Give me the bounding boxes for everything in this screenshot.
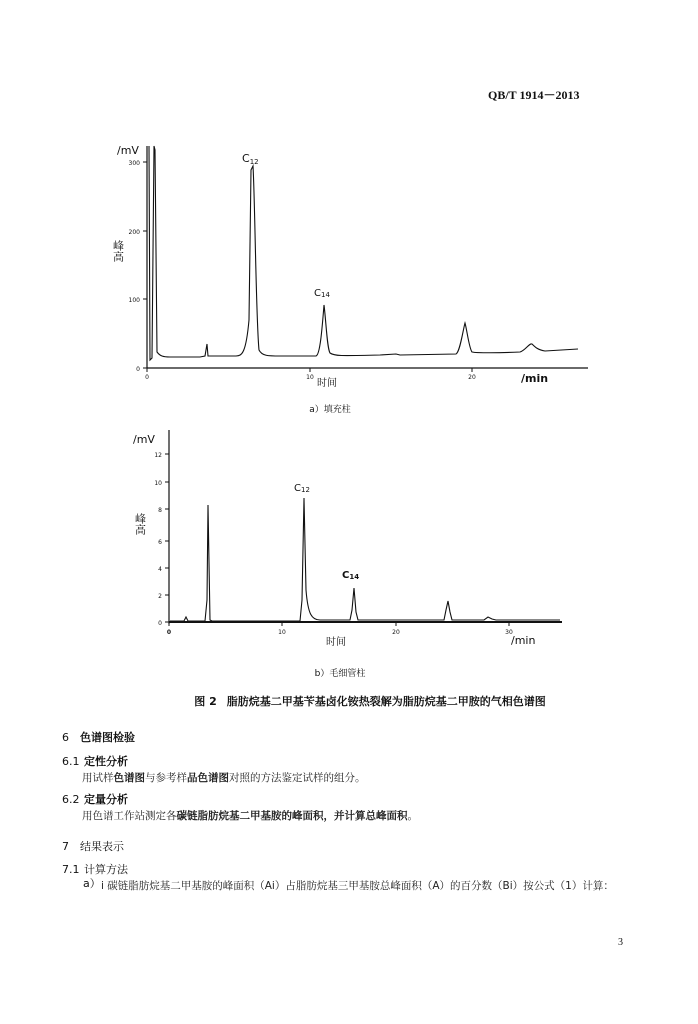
figure-caption-number: 图 2	[194, 695, 217, 708]
section-6-1-text: 用试样色谱图与参考样品色谱图对照的方法鉴定试样的组分。	[82, 772, 366, 784]
x-tick-label-b-3: 30	[505, 629, 513, 636]
x-tick-label-a-1: 10	[306, 374, 314, 381]
y-tick-label-a-0: 0	[136, 366, 140, 373]
y-tick-label-b-1: 2	[158, 593, 162, 600]
section-7-1-heading: 7.1 计算方法	[62, 863, 128, 876]
y-tick-label-b-3: 6	[158, 539, 162, 546]
peak-label-a-c14: C14	[314, 288, 330, 299]
y-tick-label-a-1: 100	[128, 297, 140, 304]
x-tick-label-a-0: 0	[145, 374, 149, 381]
document-code: QB/T 1914－2013	[488, 88, 580, 102]
figure-caption	[140, 693, 600, 709]
y-tick-label-b-5: 10	[154, 480, 162, 487]
section-7-title: 结果表示	[80, 840, 124, 853]
x-tick-label-b-2: 20	[392, 629, 400, 636]
figure-sublabel-a: a）填充柱	[309, 405, 351, 415]
section-6-1-title: 定性分析	[84, 755, 128, 768]
y-tick-label-b-2: 4	[158, 566, 162, 573]
x-tick-label-b-0: 0	[166, 629, 172, 636]
x-unit-a: /min	[521, 372, 549, 385]
peak-label-b-c14: C14	[342, 570, 360, 581]
x-label-a: 时间	[317, 378, 337, 389]
trace-b	[170, 498, 560, 621]
section-7-1-title: 计算方法	[84, 863, 128, 876]
y-tick-label-a-3: 300	[128, 160, 140, 167]
section-6-2-text: 用色谱工作站测定各碳链脂肪烷基二甲基胺的峰面积，并计算总峰面积。	[82, 810, 418, 822]
list-item-text-a: i 碳链脂肪烷基二甲基胺的峰面积（Ai）占脂肪烷基三甲基胺总峰面积（A）的百分数（Bi）按公式（1）计算：	[101, 880, 614, 892]
section-6-title: 色谱图检验	[80, 731, 135, 744]
y-tick-label-b-6: 12	[154, 452, 162, 459]
axes-b	[165, 430, 562, 626]
y-tick-label-b-4: 8	[158, 507, 162, 514]
peak-label-b-c12: C12	[294, 483, 310, 494]
y-label-a: 峰高	[111, 240, 125, 262]
y-unit-a: /mV	[117, 144, 139, 157]
x-unit-b: /min	[511, 634, 536, 647]
y-tick-label-a-2: 200	[128, 229, 140, 236]
list-item-label-a: a）	[83, 877, 101, 890]
section-6-2-title: 定量分析	[84, 793, 128, 806]
y-tick-label-b-0: 0	[158, 620, 162, 627]
x-tick-label-b-1: 10	[278, 629, 286, 636]
y-label-b: 峰高	[133, 513, 147, 535]
x-tick-label-a-2: 20	[468, 374, 476, 381]
section-6-2-heading: 6.2 定量分析	[62, 793, 128, 806]
peak-label-a-c12: C12	[242, 152, 259, 166]
section-7-heading: 7 结果表示	[62, 840, 124, 853]
page-number: 3	[618, 937, 623, 948]
figure-sublabel-b: b）毛细管柱	[314, 669, 366, 679]
section-6-1-heading: 6.1 定性分析	[62, 755, 128, 768]
figure-caption-text: 脂肪烷基二甲基苄基卤化铵热裂解为脂肪烷基二甲胺的气相色谱图	[226, 695, 546, 708]
x-label-b: 时间	[326, 637, 346, 648]
section-6-heading: 6 色谱图检验	[62, 731, 135, 744]
y-unit-b: /mV	[133, 433, 155, 446]
